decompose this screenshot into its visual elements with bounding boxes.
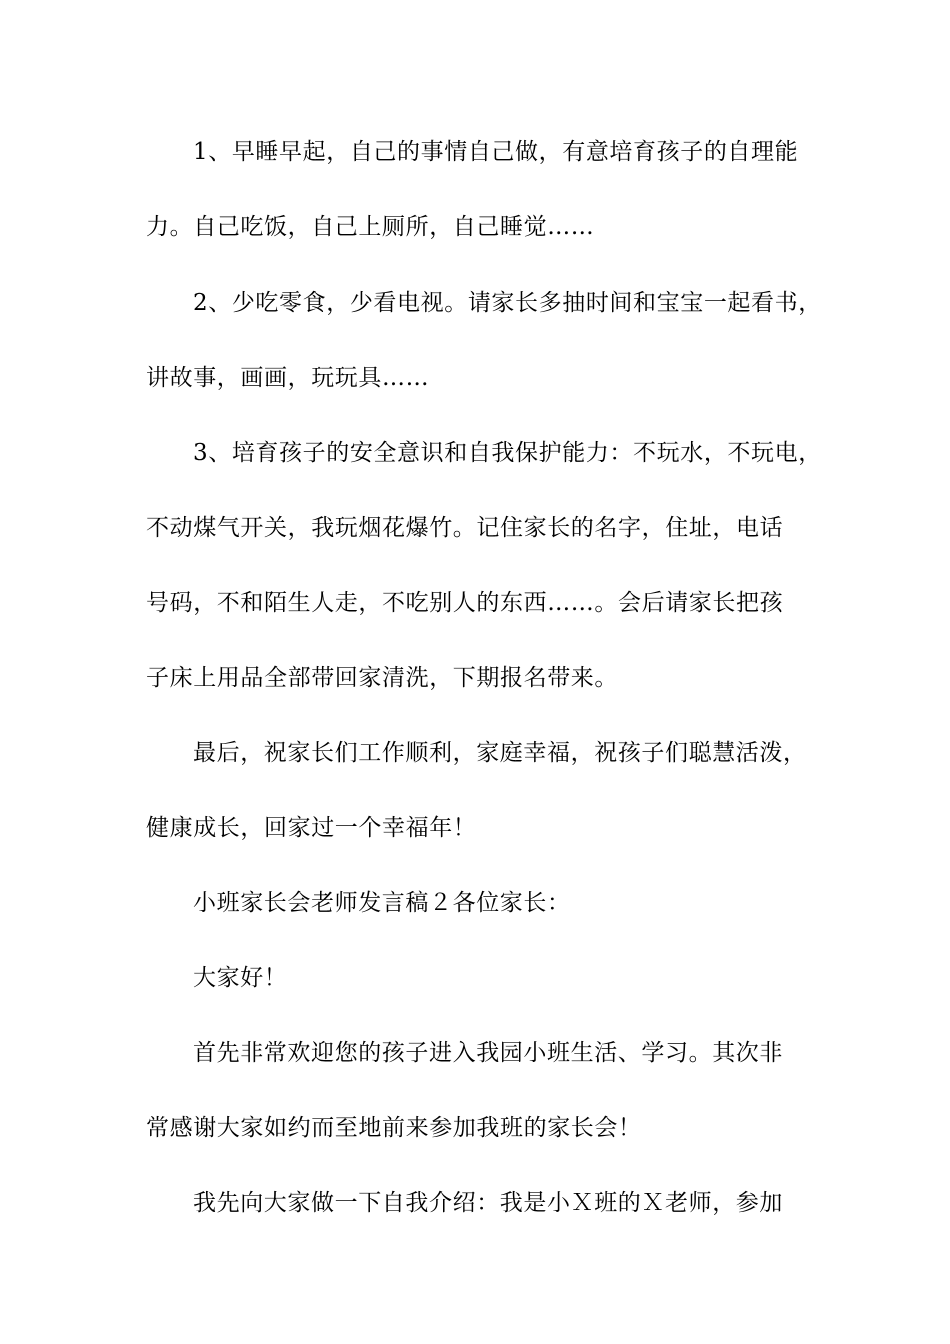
paragraph-5-line-1: 首先非常欢迎您的孩子进入我园小班生活、学习。其次非	[193, 1040, 783, 1066]
paragraph-3-line-4: 子床上用品全部带回家清洗，下期报名带来。	[146, 665, 618, 691]
paragraph-1-line-1: 1、早睡早起，自己的事情自己做，有意培育孩子的自理能	[193, 139, 799, 165]
paragraph-2-line-2: 讲故事，画画，玩玩具……	[146, 365, 430, 391]
paragraph-6-line-1: 我先向大家做一下自我介绍：我是小Ｘ班的Ｘ老师，参加	[193, 1190, 783, 1216]
paragraph-4-line-1: 最后，祝家长们工作顺利，家庭幸福，祝孩子们聪慧活泼，	[193, 740, 807, 766]
paragraph-4-line-2: 健康成长，回家过一个幸福年！	[146, 815, 477, 841]
paragraph-3-line-1: 3、培育孩子的安全意识和自我保护能力：不玩水，不玩电，	[193, 440, 822, 466]
paragraph-5-line-2: 常感谢大家如约而至地前来参加我班的家长会！	[146, 1115, 642, 1141]
greeting-line: 大家好！	[193, 965, 288, 991]
paragraph-3-line-2: 不动煤气开关，我玩烟花爆竹。记住家长的名字，住址，电话	[146, 515, 784, 541]
paragraph-2-line-1: 2、少吃零食，少看电视。请家长多抽时间和宝宝一起看书，	[193, 290, 822, 316]
paragraph-1-line-2: 力。自己吃饭，自己上厕所，自己睡觉……	[146, 214, 595, 240]
paragraph-3-line-3: 号码，不和陌生人走，不吃别人的东西……。会后请家长把孩	[146, 590, 784, 616]
section-heading: 小班家长会老师发言稿２各位家长：	[193, 890, 571, 916]
